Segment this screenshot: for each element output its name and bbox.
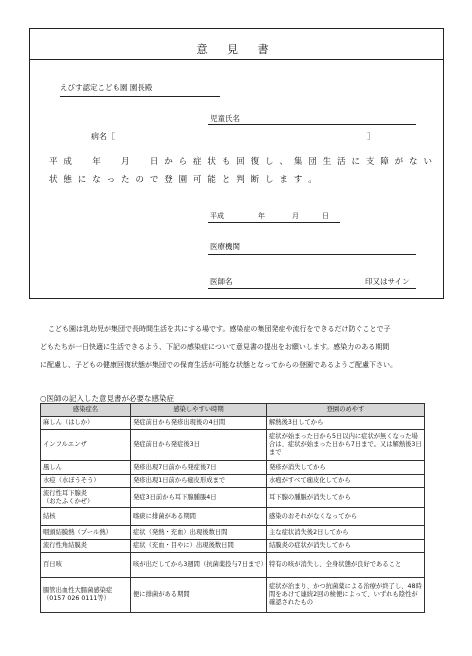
seal-label: 印又はサイン [365,277,410,286]
institution-field[interactable] [208,254,416,255]
date-field[interactable] [208,222,340,223]
table-row [41,430,425,461]
intro-line-2: どもたちが一日快適に生活できるよう、下記の感染症について意見書の提出をお願いします。感染力のある期間 [40,343,390,351]
infection-period: 症状（充血・目やに）出現後数日間 [131,540,267,553]
statement-line-1: 平 成 年 月 日 か ら 症 状 も 回 復 し 、 集 団 生 活 に 支 障 が な い [49,157,434,167]
disease-name: 流行性耳下腺炎 （おたふくかぜ） [41,488,131,508]
table-row [41,578,425,613]
disease-table [40,403,425,613]
table-header-row [41,404,425,417]
disease-name: 水痘（水ぼうそう） [41,475,131,488]
page-title: 意 見 書 [196,43,277,56]
table-row [41,540,425,553]
disease-name: インフルエンザ [41,430,131,461]
intro-line-3: に配慮し、子どもの健康回復状態が集団での保育生活が可能な状態となってからの登園であるようご配慮下さい。 [40,361,397,369]
header-guideline: 登園のめやす [267,404,425,417]
section-title: ○医師の記入した意見書が必要な感染症 [40,394,175,403]
intro-line-1: こども園は乳幼児が集団で長時間生活を共にする場です。感染症の集団発症や流行をできるだけ防ぐことで子 [48,325,391,333]
table-row [41,488,425,508]
infection-period: 症状（発熱・充血）出現後数日間 [131,526,267,540]
infection-period: 便に排菌がある期間 [131,578,267,613]
infection-period: 咳が出だしてから3週間（抗菌薬投与7日まで） [131,553,267,578]
table-row [41,417,425,430]
header-disease: 感染症名 [41,404,131,417]
date-era: 平成 [210,212,224,220]
return-guideline: 特有の咳が消失し、全身状態が良好であること [267,553,425,578]
infection-period: 発症前日から発疹出現後の4日間 [131,417,267,430]
recipient-underline [60,96,220,97]
disease-close-bracket: ］ [367,132,375,141]
return-guideline: 発疹が消失してから [267,461,425,475]
return-guideline: 主な症状消失後2日してから [267,526,425,540]
table-row [41,508,425,526]
disease-label: 病名［ [91,132,115,141]
doctor-field[interactable] [208,288,416,289]
table-row [41,461,425,475]
disease-name: 腸管出血性大腸菌感染症 （0157 026 0111等） [41,578,131,613]
table-row [41,553,425,578]
child-name-label: 児童氏名 [210,114,240,123]
recipient: えびす認定こども園 園長殿 [60,83,153,92]
return-guideline: 症状が始まった日から5日以内に症状が無くなった場合は、症状が始まった日から7日まで。又は解熱後3日まで [267,430,425,461]
return-guideline: 解熱後3日してから [267,417,425,430]
doctor-label: 医師名 [210,277,233,286]
infection-period: 発疹出現1日前から痂皮形成まで [131,475,267,488]
disease-name: 百日咳 [41,553,131,578]
return-guideline: 結膜炎の症状が消失してから [267,540,425,553]
date-month: 月 [292,212,299,220]
statement-line-2: 状 態 に な っ た の で 登 園 可 能 と 判 断 し ま す 。 [49,175,319,185]
disease-name: 咽頭結膜熱（プール熱） [41,526,131,540]
institution-label: 医療機関 [210,242,240,251]
return-guideline: 耳下腺の腫脹が消失してから [267,488,425,508]
date-year: 年 [258,212,265,220]
disease-name: 結核 [41,508,131,526]
title-divider [29,59,444,60]
table-row [41,526,425,540]
header-period: 感染しやすい時期 [131,404,267,417]
disease-name: 流行性角結膜炎 [41,540,131,553]
infection-period: 発疹出現7日前から発症後7日 [131,461,267,475]
date-day: 日 [322,212,329,220]
disease-name: 麻しん（はしか） [41,417,131,430]
return-guideline: 感染のおそれがなくなってから [267,508,425,526]
return-guideline: 症状が治まり、かつ抗菌薬による治療が終了し、48時間をあけて連続2回の検便によって、いずれも陰性が確認されたもの [267,578,425,613]
infection-period: 発症3日前から耳下腺腫脹4日 [131,488,267,508]
disease-name: 風しん [41,461,131,475]
infection-period: 発症前日から発症後3日 [131,430,267,461]
table-row [41,475,425,488]
infection-period: 喀痰に排菌がある期間 [131,508,267,526]
return-guideline: 水疱がすべて痂皮化してから [267,475,425,488]
child-name-field[interactable] [208,124,416,125]
